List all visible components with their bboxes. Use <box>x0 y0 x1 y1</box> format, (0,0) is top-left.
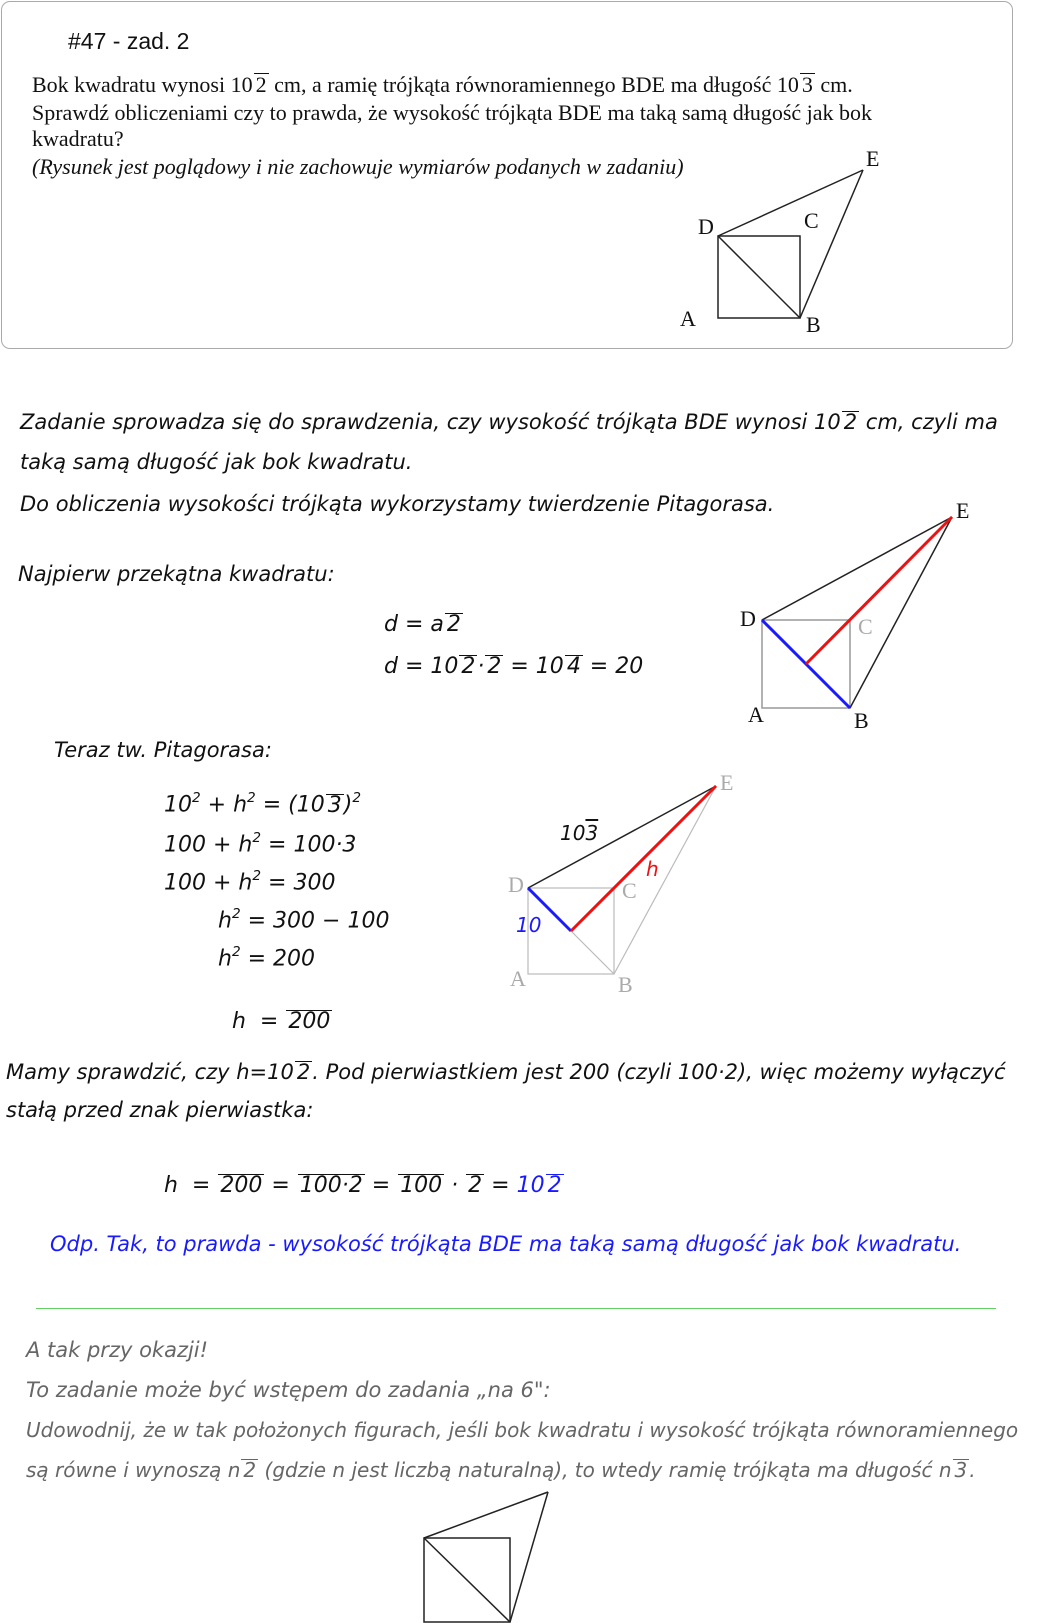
answer: Odp. Tak, to prawda - wysokość trójkąta BDE ma taką samą długość jak bok kwadratu. <box>50 1232 962 1256</box>
exponent: 2 <box>252 830 262 846</box>
sqrt-2: 2 <box>243 1458 257 1482</box>
d-formula-1 <box>384 612 463 637</box>
sqrt-2: 2 <box>468 1173 483 1198</box>
exponent: 2 <box>192 790 201 806</box>
side-de <box>762 517 952 620</box>
sqrt-2: 2 <box>843 410 858 434</box>
eq1-d: ) <box>343 792 353 818</box>
label-b: B <box>618 972 633 997</box>
extra-line-4-c: . <box>969 1458 976 1482</box>
extra-line-2: To zadanie może być wstępem do zadania „na 6": <box>26 1378 551 1402</box>
check-line-1-b: . Pod pierwiastkiem jest 200 (czyli 100·2), więc możemy wyłączyć <box>312 1060 1006 1084</box>
eq1-a: 10 <box>164 792 192 818</box>
label-a: A <box>510 966 526 991</box>
eq3-b: = 300 <box>261 870 336 896</box>
label-e: E <box>720 770 734 795</box>
label-a: A <box>680 306 696 331</box>
sqrt-3: 3 <box>954 1458 968 1482</box>
label-leg-sqrt: 3 <box>585 821 599 845</box>
intro-line-2: taką samą długość jak bok kwadratu. <box>20 450 413 474</box>
sqrt-2: 2 <box>461 654 476 679</box>
label-leg-num: 10 <box>560 821 586 845</box>
pythagoras-figure <box>500 760 760 1000</box>
exponent: 2 <box>231 944 241 960</box>
exponent: 2 <box>252 868 262 884</box>
label-c: C <box>804 208 819 233</box>
sqrt-3: 3 <box>801 72 813 97</box>
eq2-a: 100 + h <box>164 832 253 858</box>
extra-line-3: Udowodnij, że w tak położonych figurach, jeśli bok kwadratu i wysokość trójkąta równoramiennego <box>26 1418 1019 1442</box>
eq3-a: 100 + h <box>164 870 253 896</box>
exponent: 2 <box>231 906 241 922</box>
label-d: D <box>740 606 756 631</box>
equation-6 <box>218 984 332 1034</box>
label-a: A <box>748 702 764 727</box>
label-c: C <box>858 614 873 639</box>
label-h: h <box>646 857 659 881</box>
extra-line-1: A tak przy okazji! <box>26 1338 209 1362</box>
eq4-a: h <box>218 908 232 934</box>
side-de <box>424 1492 548 1538</box>
d-formula-2-b: · <box>477 654 485 679</box>
label-b: B <box>854 708 869 730</box>
final-a: h = <box>164 1173 218 1198</box>
eq1-c: = (10 <box>255 792 325 818</box>
diagonal-db <box>718 236 800 318</box>
pythagoras-heading: Teraz tw. Pitagorasa: <box>54 738 272 762</box>
label-10: 10 <box>516 913 542 937</box>
problem-title: #47 - zad. 2 <box>68 28 190 54</box>
diagonal <box>424 1538 510 1622</box>
d-formula-2 <box>384 654 643 679</box>
sqrt-4: 4 <box>566 654 581 679</box>
final-d: · <box>444 1173 466 1198</box>
sqrt-100x2: 100·2 <box>299 1173 363 1198</box>
eq6-a: h = <box>232 1009 286 1034</box>
eq4-b: = 300 − 100 <box>240 908 390 934</box>
label-e: E <box>866 146 880 171</box>
d-formula-2-a: d = 10 <box>384 654 459 679</box>
check-line-1 <box>6 1060 1006 1084</box>
eq1-b: + h <box>200 792 248 818</box>
sqrt-3: 3 <box>327 792 342 818</box>
height-line <box>571 786 716 931</box>
exponent: 2 <box>352 790 361 806</box>
label-d: D <box>698 214 714 239</box>
diagonal-figure <box>730 490 990 730</box>
problem-note: (Rysunek jest poglądowy i nie zachowuje wymiarów podanych w zadaniu) <box>32 154 684 179</box>
final-e: = <box>484 1173 517 1198</box>
label-c: C <box>622 878 637 903</box>
sqrt-100: 100 <box>400 1173 443 1198</box>
exponent: 2 <box>247 790 256 806</box>
final-result: 10 <box>516 1173 545 1198</box>
side-be <box>850 517 952 708</box>
final-result-sqrt: 2 <box>547 1173 562 1198</box>
intro-line-1-b: cm, czyli ma <box>859 410 998 434</box>
problem-figure <box>680 140 900 340</box>
label-leg <box>560 821 598 845</box>
problem-line-1-a: Bok kwadratu wynosi 10 <box>32 72 253 97</box>
problem-line-1-c: cm. <box>814 72 853 97</box>
eq5-a: h <box>218 946 232 972</box>
sqrt-2: 2 <box>487 654 502 679</box>
sqrt-2: 2 <box>446 612 461 637</box>
problem-line-2: Sprawdź obliczeniami czy to prawda, że wysokość trójkąta BDE ma taką samą długość jak bok <box>32 100 873 125</box>
extra-line-4 <box>26 1458 976 1482</box>
divider <box>36 1308 996 1309</box>
problem-line-1 <box>32 72 853 98</box>
intro-line-1-a: Zadanie sprowadza się do sprawdzenia, czy wysokość trójkąta BDE wynosi 10 <box>20 410 841 434</box>
sqrt-2: 2 <box>255 72 267 97</box>
height-line <box>806 517 952 664</box>
equation-4 <box>218 906 389 934</box>
d-formula-2-d: = 20 <box>582 654 644 679</box>
equation-5 <box>218 944 315 972</box>
equation-2 <box>164 830 356 858</box>
label-b: B <box>806 312 821 337</box>
eq5-b: = 200 <box>240 946 316 972</box>
eq2-b: = 100·3 <box>261 832 357 858</box>
problem-line-1-b: cm, a ramię trójkąta równoramiennego BDE ma długość 10 <box>268 72 799 97</box>
bottom-figure <box>420 1490 560 1623</box>
equation-3 <box>164 868 335 896</box>
diagonal-heading: Najpierw przekątna kwadratu: <box>18 562 335 586</box>
check-line-1-a: Mamy sprawdzić, czy h=10 <box>6 1060 294 1084</box>
side-be <box>800 170 863 318</box>
d-formula-2-c: = 10 <box>503 654 564 679</box>
extra-line-4-b: (gdzie n jest liczbą naturalną), to wtedy ramię trójkąta ma długość n <box>258 1458 952 1482</box>
d-formula-1-a: d = a <box>384 612 444 637</box>
side-be <box>510 1492 548 1622</box>
equation-1 <box>164 790 361 818</box>
label-d: D <box>508 872 524 897</box>
extra-line-4-a: są równe i wynoszą n <box>26 1458 241 1482</box>
intro-line-1 <box>20 410 998 434</box>
final-equation <box>150 1148 564 1198</box>
final-c: = <box>364 1173 398 1198</box>
sqrt-200: 200 <box>220 1173 263 1198</box>
label-e: E <box>956 498 970 523</box>
final-b: = <box>264 1173 297 1198</box>
problem-line-3: kwadratu? <box>32 126 124 151</box>
side-de <box>718 170 863 236</box>
sqrt-200: 200 <box>288 1009 331 1034</box>
check-line-2: stałą przed znak pierwiastka: <box>6 1098 314 1122</box>
intro-line-3: Do obliczenia wysokości trójkąta wykorzystamy twierdzenie Pitagorasa. <box>20 492 775 516</box>
sqrt-2: 2 <box>296 1060 311 1084</box>
